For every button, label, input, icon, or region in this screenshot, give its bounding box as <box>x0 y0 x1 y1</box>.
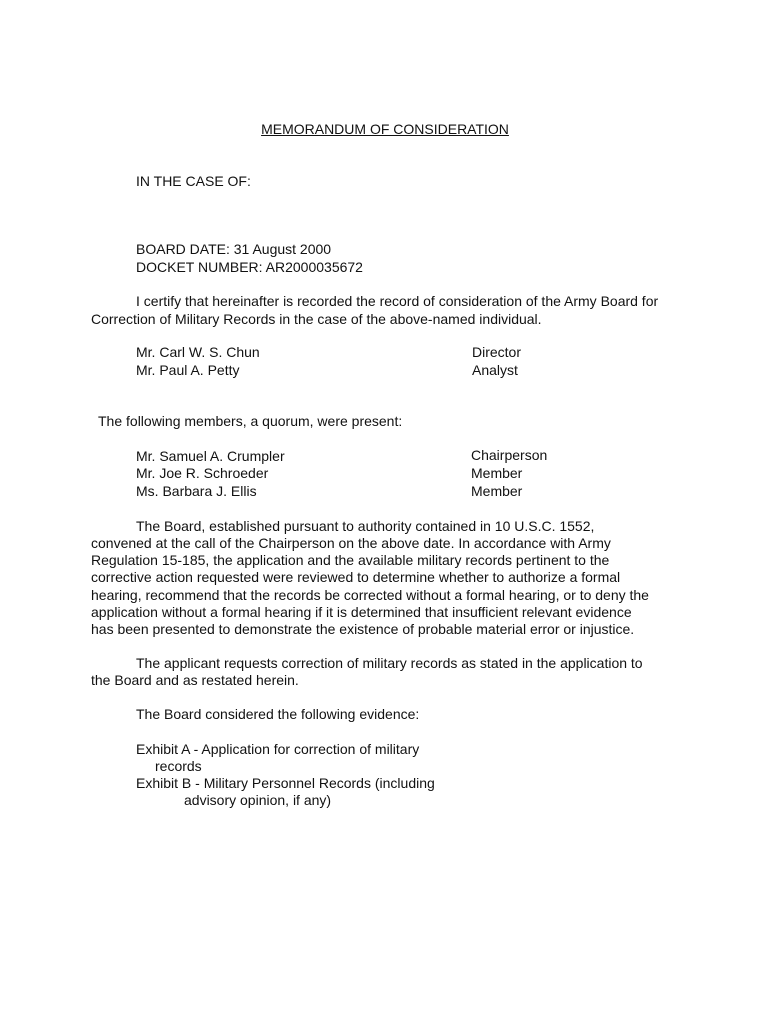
exhibit-b-line-2: advisory opinion, if any) <box>184 792 332 808</box>
staff-name-director: Mr. Carl W. S. Chun <box>136 344 260 360</box>
member-name-chairperson: Mr. Samuel A. Crumpler <box>136 448 285 464</box>
board-paragraph-line-4: corrective action requested were reviewed to determine whether to authorize a formal <box>91 569 621 585</box>
board-paragraph-line-7: has been presented to demonstrate the existence of probable material error or injustice. <box>91 621 635 637</box>
staff-name-analyst: Mr. Paul A. Petty <box>136 362 240 378</box>
document-title <box>0 121 770 138</box>
member-name-2: Mr. Joe R. Schroeder <box>136 465 269 481</box>
document-title-text: MEMORANDUM OF CONSIDERATION <box>261 121 509 137</box>
member-name-3: Ms. Barbara J. Ellis <box>136 483 257 499</box>
board-date: BOARD DATE: 31 August 2000 <box>136 241 332 257</box>
certify-line-1: I certify that hereinafter is recorded the record of consideration of the Army Board for <box>136 293 659 309</box>
board-paragraph-line-2: convened at the call of the Chairperson on the above date. In accordance with Army <box>91 535 611 551</box>
applicant-paragraph-line-1: The applicant requests correction of military records as stated in the application to <box>136 655 643 671</box>
staff-role-director: Director <box>472 344 522 360</box>
exhibit-a-line-2: records <box>155 758 202 774</box>
case-label: IN THE CASE OF: <box>136 173 251 189</box>
board-paragraph-line-3: Regulation 15-185, the application and the available military records pertinent to the <box>91 552 610 568</box>
board-paragraph-line-1: The Board, established pursuant to authority contained in 10 U.S.C. 1552, <box>136 518 595 534</box>
staff-role-analyst: Analyst <box>472 362 518 378</box>
docket-number: DOCKET NUMBER: AR2000035672 <box>136 259 363 275</box>
applicant-paragraph-line-2: the Board and as restated herein. <box>91 672 299 688</box>
exhibit-b-line-1: Exhibit B - Military Personnel Records (including <box>136 775 435 791</box>
certify-line-2: Correction of Military Records in the case of the above-named individual. <box>91 311 542 327</box>
quorum-intro: The following members, a quorum, were present: <box>98 413 403 429</box>
evidence-intro: The Board considered the following evidence: <box>136 706 420 722</box>
exhibit-a-line-1: Exhibit A - Application for correction of military <box>136 741 420 757</box>
board-paragraph-line-6: application without a formal hearing if it is determined that insufficient relevant evidence <box>91 604 632 620</box>
member-role-3: Member <box>471 483 523 499</box>
member-role-2: Member <box>471 465 523 481</box>
board-paragraph-line-5: hearing, recommend that the records be corrected without a formal hearing, or to deny the <box>91 587 649 603</box>
member-role-chairperson: Chairperson <box>471 447 548 463</box>
